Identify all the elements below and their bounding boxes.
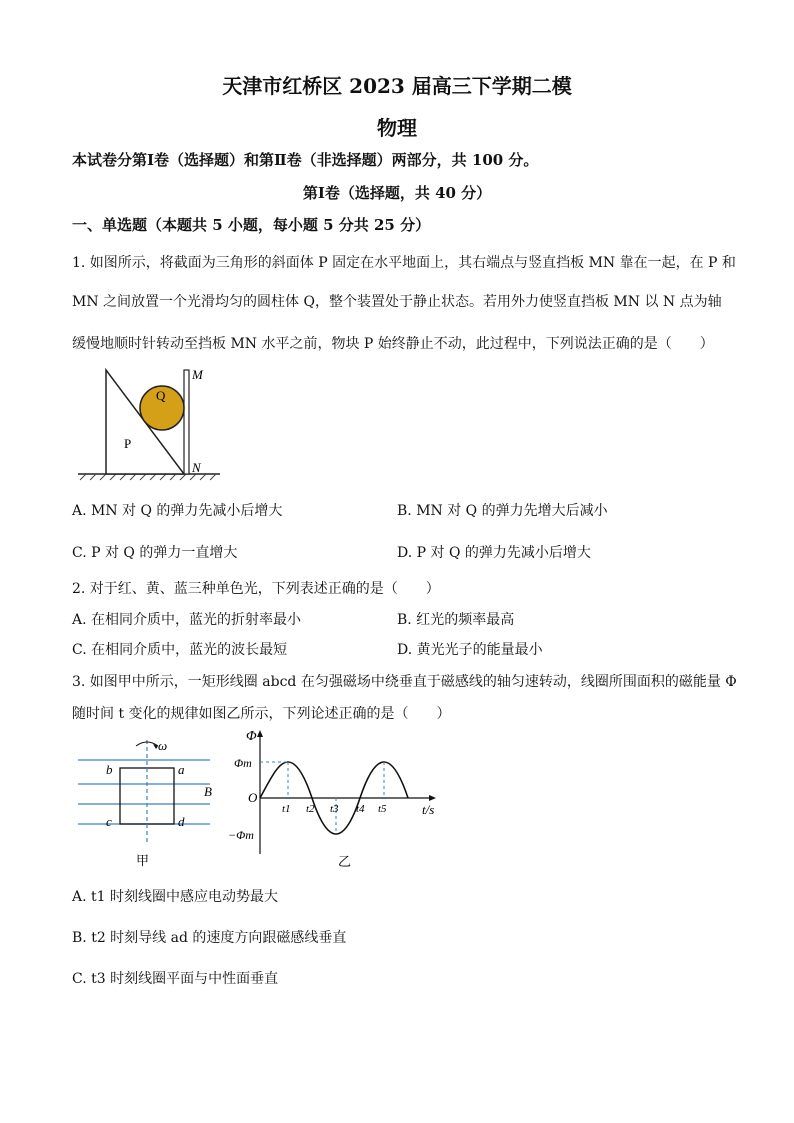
baffle-mn [184, 370, 189, 474]
q1-option-d[interactable]: D. P 对 Q 的弹力先减小后增大 [397, 545, 591, 561]
q3-option-c[interactable]: C. t3 时刻线圈平面与中性面垂直 [72, 971, 279, 987]
q3-stem-line1: 3. 如图甲中所示，一矩形线圈 abcd 在匀强磁场中绕垂直于磁感线的轴匀速转动，线圈所围面积的磁能量 Φ [72, 674, 737, 690]
label-t4: t4 [356, 803, 365, 815]
q1-option-a[interactable]: A. MN 对 Q 的弹力先减小后增大 [72, 503, 283, 519]
q3-option-a[interactable]: A. t1 时刻线圈中感应电动势最大 [72, 889, 278, 905]
label-t5: t5 [378, 803, 387, 815]
label-omega: ω [158, 738, 168, 753]
label-d: d [178, 814, 185, 829]
section-heading: 一、单选题（本题共 5 小题，每小题 5 分共 25 分） [72, 216, 431, 234]
label-t3: t3 [330, 803, 339, 815]
q1-figure [70, 362, 230, 482]
q1-option-b[interactable]: B. MN 对 Q 的弹力先增大后减小 [397, 503, 608, 519]
field-lines [78, 760, 210, 824]
label-time-unit: t/s [422, 802, 435, 817]
label-a: a [178, 762, 185, 777]
q3-figure-jia [74, 734, 224, 870]
q1-stem-line2: MN 之间放置一个光滑均匀的圆柱体 Q，整个装置处于静止状态。若用外力使竖直挡板 MN 以 N 点为轴 [72, 294, 722, 310]
label-origin: O [248, 790, 258, 805]
q2-stem: 2. 对于红、黄、蓝三种单色光，下列表述正确的是（ ） [72, 581, 440, 597]
label-m: M [192, 367, 203, 382]
page-title: 天津市红桥区 2023 届高三下学期二模 [222, 74, 572, 98]
part-one-heading: 第Ⅰ卷（选择题，共 40 分） [302, 184, 492, 202]
label-q: Q [156, 388, 166, 403]
label-t2: t2 [306, 803, 315, 815]
label-n: N [192, 460, 201, 475]
figure-caption-yi: 乙 [338, 854, 352, 869]
q2-option-d[interactable]: D. 黄光光子的能量最小 [397, 642, 543, 658]
q2-option-c[interactable]: C. 在相同介质中，蓝光的波长最短 [72, 642, 288, 658]
q2-option-b[interactable]: B. 红光的频率最高 [397, 612, 515, 628]
q1-option-c[interactable]: C. P 对 Q 的弹力一直增大 [72, 545, 238, 561]
q3-figure-yi [226, 726, 446, 872]
exam-intro: 本试卷分第Ⅰ卷（选择题）和第Ⅱ卷（非选择题）两部分，共 100 分。 [72, 151, 539, 169]
label-t1: t1 [282, 803, 291, 815]
label-b: b [106, 762, 113, 777]
q3-option-b[interactable]: B. t2 时刻导线 ad 的速度方向跟磁感线垂直 [72, 930, 347, 946]
label-p: P [124, 436, 132, 451]
figure-caption-jia: 甲 [136, 853, 150, 868]
q1-stem-line3: 缓慢地顺时针转动至挡板 MN 水平之前，物块 P 始终静止不动，此过程中，下列说法正确的是（ ） [72, 336, 714, 352]
label-phi: Φ [246, 729, 257, 744]
q3-stem-line2: 随时间 t 变化的规律如图乙所示，下列论述正确的是（ ） [72, 706, 451, 722]
subject-title: 物理 [377, 116, 417, 140]
q1-stem-line1: 1. 如图所示，将截面为三角形的斜面体 P 固定在水平地面上，其右端点与竖直挡板 MN 靠在一起，在 P 和 [72, 255, 736, 271]
label-phi-max: Φm [234, 756, 252, 770]
q2-option-a[interactable]: A. 在相同介质中，蓝光的折射率最小 [72, 612, 302, 628]
label-c: c [106, 814, 112, 829]
label-field-b: B [204, 784, 212, 799]
label-phi-min: −Φm [228, 828, 254, 842]
